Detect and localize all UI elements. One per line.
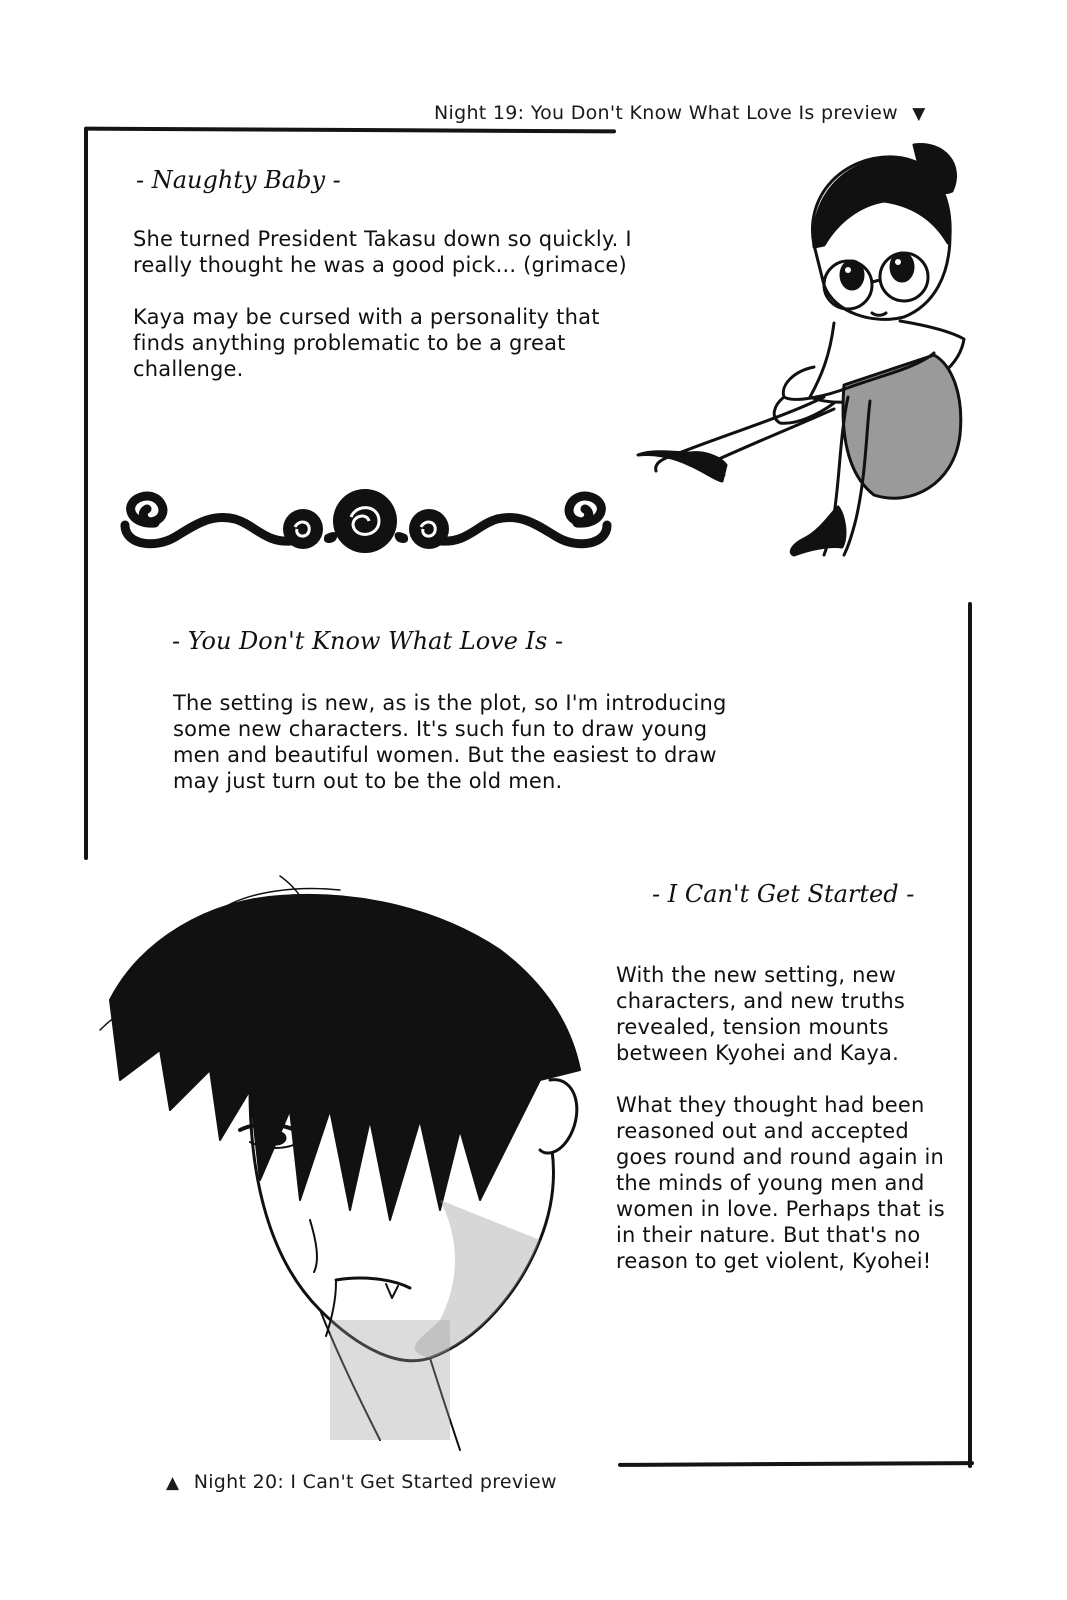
left-rule xyxy=(84,128,88,860)
section-heading-i-cant-get-started: - I Can't Get Started - xyxy=(652,880,915,908)
bottom-preview-caption xyxy=(166,1471,557,1493)
rose-ornament-icon xyxy=(115,485,617,557)
young-man-illustration xyxy=(100,880,600,1460)
section-heading-you-dont-know-what-love-is: - You Don't Know What Love Is - xyxy=(172,627,564,655)
paragraph: Kaya may be cursed with a personality that finds anything problematic to be a great challenge. xyxy=(133,305,600,381)
bottom-rule xyxy=(618,1461,974,1467)
paragraph: What they thought had been reasoned out and accepted goes round and round again in the minds of young men and women in love. Perhaps that is in their nature. But that's no reason to get violent, Kyohei! xyxy=(616,1093,945,1273)
section-text-you-dont-know-what-love-is xyxy=(173,690,733,794)
paragraph: With the new setting, new characters, and new truths revealed, tension mounts between Kyohei and Kaya. xyxy=(616,963,905,1065)
top-rule xyxy=(84,127,616,134)
section-text-i-cant-get-started xyxy=(616,962,956,1274)
top-preview-text: Night 19: You Don't Know What Love Is preview xyxy=(434,102,898,124)
down-triangle-icon: ▼ xyxy=(912,104,926,124)
right-rule xyxy=(968,602,972,1468)
up-triangle-icon: ▲ xyxy=(166,1473,180,1493)
top-preview-caption xyxy=(434,102,926,124)
paragraph: The setting is new, as is the plot, so I'm introducing some new characters. It's such fun to draw young men and beautiful women. But the easiest to draw may just turn out to be the old men. xyxy=(173,691,727,793)
section-heading-naughty-baby: - Naughty Baby - xyxy=(136,166,341,194)
paragraph: She turned President Takasu down so quickly. I really thought he was a good pick... (grimace) xyxy=(133,227,632,277)
bottom-preview-text: Night 20: I Can't Get Started preview xyxy=(193,1471,557,1493)
chibi-girl-illustration xyxy=(634,135,974,575)
section-text-naughty-baby xyxy=(133,226,633,382)
